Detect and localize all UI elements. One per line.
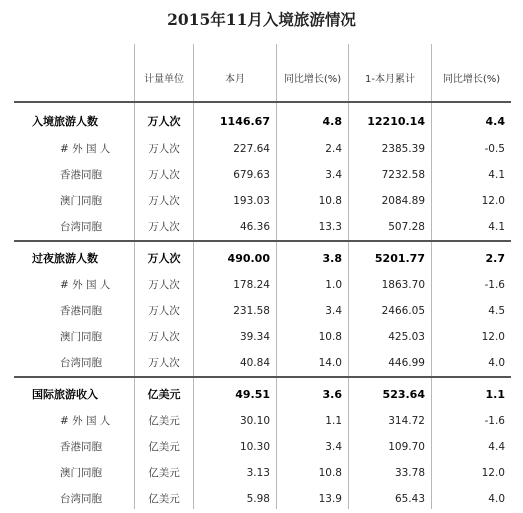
row-growth: 2.4 bbox=[325, 143, 342, 155]
row-unit: 万人次 bbox=[148, 143, 180, 155]
row-month: 3.13 bbox=[246, 467, 270, 479]
row-name: 台湾同胞 bbox=[60, 221, 102, 233]
row-ytd: 7232.58 bbox=[381, 169, 425, 181]
section-row bbox=[14, 383, 511, 407]
table-row bbox=[14, 409, 511, 433]
row-ytd: 1863.70 bbox=[381, 279, 425, 291]
row-ytd-growth: 12.0 bbox=[481, 195, 505, 207]
row-unit: 亿美元 bbox=[148, 441, 180, 453]
row-growth: 1.0 bbox=[325, 279, 342, 291]
page-title: 2015年11月入境旅游情况 bbox=[167, 10, 356, 29]
section-row bbox=[14, 110, 511, 134]
row-month: 46.36 bbox=[239, 221, 270, 233]
table-row bbox=[14, 189, 511, 213]
row-name: 澳门同胞 bbox=[60, 195, 102, 207]
section-ytd: 523.64 bbox=[382, 388, 425, 401]
table-row bbox=[14, 163, 511, 187]
section-ytd-growth: 1.1 bbox=[485, 388, 505, 401]
row-ytd-growth: 4.4 bbox=[488, 441, 505, 453]
row-unit: 亿美元 bbox=[148, 493, 180, 505]
row-growth: 14.0 bbox=[318, 357, 342, 369]
row-unit: 亿美元 bbox=[148, 467, 180, 479]
row-month: 178.24 bbox=[233, 279, 270, 291]
row-month: 5.98 bbox=[246, 493, 270, 505]
table-row bbox=[14, 137, 511, 161]
section-growth: 3.6 bbox=[322, 388, 342, 401]
row-unit: 万人次 bbox=[148, 195, 180, 207]
row-growth: 10.8 bbox=[318, 331, 342, 343]
row-ytd-growth: 4.1 bbox=[488, 169, 505, 181]
row-growth: 10.8 bbox=[318, 195, 342, 207]
section-ytd-growth: 2.7 bbox=[485, 252, 505, 265]
row-ytd: 425.03 bbox=[388, 331, 425, 343]
section-ytd: 12210.14 bbox=[367, 115, 425, 128]
row-ytd-growth: 12.0 bbox=[481, 467, 505, 479]
section-growth: 4.8 bbox=[322, 115, 342, 128]
row-unit: 万人次 bbox=[148, 279, 180, 291]
row-ytd-growth: 12.0 bbox=[481, 331, 505, 343]
table-row bbox=[14, 215, 511, 239]
tourism-table bbox=[14, 44, 511, 509]
header-ytd-growth: 同比增长(%) bbox=[442, 74, 501, 85]
row-growth: 13.3 bbox=[318, 221, 342, 233]
row-unit: 万人次 bbox=[148, 357, 180, 369]
row-ytd-growth: -0.5 bbox=[484, 143, 505, 155]
row-ytd-growth: 4.1 bbox=[488, 221, 505, 233]
row-ytd-growth: 4.0 bbox=[488, 493, 505, 505]
row-name: 香港同胞 bbox=[60, 169, 102, 181]
row-unit: 万人次 bbox=[148, 331, 180, 343]
row-name: # 外 国 人 bbox=[60, 279, 111, 291]
row-ytd: 109.70 bbox=[388, 441, 425, 453]
row-month: 231.58 bbox=[233, 305, 270, 317]
row-unit: 万人次 bbox=[148, 305, 180, 317]
table-row bbox=[14, 325, 511, 349]
section-unit: 亿美元 bbox=[147, 388, 181, 401]
section-name: 国际旅游收入 bbox=[32, 388, 98, 401]
row-name: 香港同胞 bbox=[60, 441, 102, 453]
section-month: 490.00 bbox=[227, 252, 270, 265]
row-ytd: 65.43 bbox=[394, 493, 425, 505]
row-month: 40.84 bbox=[239, 357, 270, 369]
section-unit: 万人次 bbox=[147, 252, 181, 265]
section-divider bbox=[14, 240, 511, 242]
section-month: 49.51 bbox=[235, 388, 270, 401]
row-month: 227.64 bbox=[233, 143, 270, 155]
row-growth: 3.4 bbox=[325, 305, 342, 317]
row-ytd: 446.99 bbox=[388, 357, 425, 369]
table-row bbox=[14, 435, 511, 459]
header-unit: 计量单位 bbox=[144, 74, 184, 85]
row-name: 台湾同胞 bbox=[60, 357, 102, 369]
row-month: 10.30 bbox=[239, 441, 270, 453]
row-month: 39.34 bbox=[239, 331, 270, 343]
section-divider bbox=[14, 376, 511, 378]
row-ytd-growth: -1.6 bbox=[484, 415, 505, 427]
row-ytd: 2084.89 bbox=[381, 195, 425, 207]
row-month: 679.63 bbox=[233, 169, 270, 181]
header-month: 本月 bbox=[225, 74, 245, 85]
row-name: 澳门同胞 bbox=[60, 467, 102, 479]
row-ytd-growth: 4.5 bbox=[488, 305, 505, 317]
row-growth: 1.1 bbox=[325, 415, 342, 427]
section-growth: 3.8 bbox=[322, 252, 342, 265]
section-name: 入境旅游人数 bbox=[32, 115, 98, 128]
row-name: # 外 国 人 bbox=[60, 415, 111, 427]
row-unit: 亿美元 bbox=[148, 415, 180, 427]
row-growth: 13.9 bbox=[318, 493, 342, 505]
row-unit: 万人次 bbox=[148, 221, 180, 233]
table-row bbox=[14, 351, 511, 375]
row-ytd: 507.28 bbox=[388, 221, 425, 233]
row-month: 30.10 bbox=[239, 415, 270, 427]
row-ytd-growth: -1.6 bbox=[484, 279, 505, 291]
row-name: 香港同胞 bbox=[60, 305, 102, 317]
row-name: 澳门同胞 bbox=[60, 331, 102, 343]
section-name: 过夜旅游人数 bbox=[32, 252, 98, 265]
table-row bbox=[14, 487, 511, 511]
row-ytd: 2466.05 bbox=[381, 305, 425, 317]
row-growth: 3.4 bbox=[325, 169, 342, 181]
row-growth: 10.8 bbox=[318, 467, 342, 479]
row-ytd: 314.72 bbox=[388, 415, 425, 427]
section-row bbox=[14, 247, 511, 271]
section-divider bbox=[14, 101, 511, 103]
row-ytd: 33.78 bbox=[394, 467, 425, 479]
row-name: 台湾同胞 bbox=[60, 493, 102, 505]
row-month: 193.03 bbox=[233, 195, 270, 207]
row-ytd-growth: 4.0 bbox=[488, 357, 505, 369]
table-row bbox=[14, 273, 511, 297]
row-growth: 3.4 bbox=[325, 441, 342, 453]
header-growth: 同比增长(%) bbox=[283, 74, 342, 85]
section-ytd: 5201.77 bbox=[374, 252, 425, 265]
header-ytd: 1-本月累计 bbox=[365, 74, 415, 85]
section-ytd-growth: 4.4 bbox=[485, 115, 505, 128]
table-row bbox=[14, 299, 511, 323]
section-month: 1146.67 bbox=[219, 115, 270, 128]
header-row bbox=[14, 68, 511, 92]
table-row bbox=[14, 461, 511, 485]
row-ytd: 2385.39 bbox=[381, 143, 425, 155]
row-unit: 万人次 bbox=[148, 169, 180, 181]
section-unit: 万人次 bbox=[147, 115, 181, 128]
row-name: # 外 国 人 bbox=[60, 143, 111, 155]
